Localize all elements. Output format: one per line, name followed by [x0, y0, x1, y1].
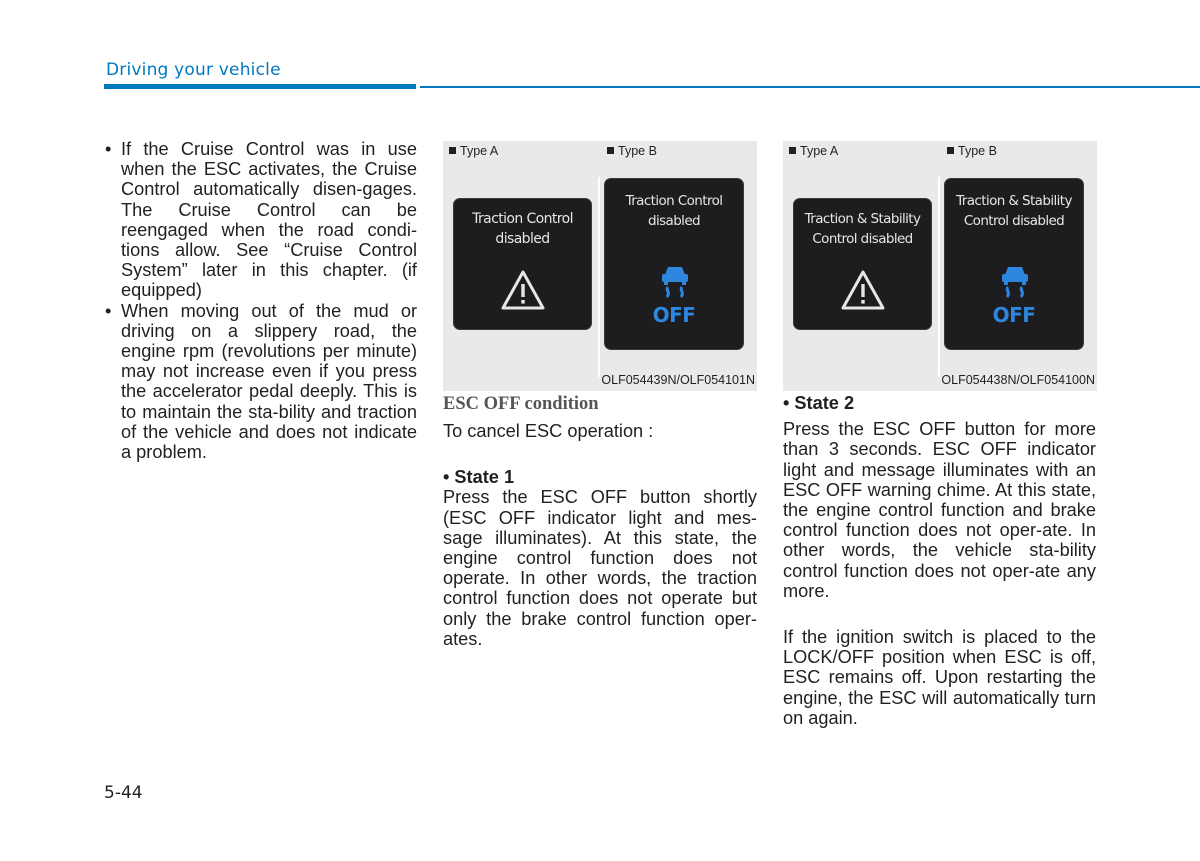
- esc-off-heading: ESC OFF condition: [443, 394, 599, 414]
- cluster-screen-type-a: [794, 199, 931, 329]
- off-indicator-label: OFF: [992, 303, 1036, 327]
- figure-traction-stability-control: [783, 141, 1097, 391]
- square-bullet-icon: [789, 147, 796, 154]
- header-rule-thick: [104, 84, 416, 89]
- ignition-note: If the ignition switch is placed to the LOCK/OFF position when ESC is off, ESC remains off. Upon restarting the engine, the ESC will automatically turn on again.: [783, 627, 1096, 728]
- spacer: [443, 441, 757, 461]
- esc-skid-car-icon: [995, 261, 1035, 301]
- state-1-text: Press the ESC OFF button shortly (ESC OFF indicator light and mes-sage illuminates). At this state, the engine control function does not operate. In other words, the traction control function does not operate but only the brake control function oper-ates.: [443, 487, 757, 649]
- esc-skid-car-icon: [655, 261, 695, 301]
- left-column: [104, 139, 417, 462]
- page-number: 5-44: [104, 783, 143, 803]
- figure-code: OLF054439N/OLF054101N: [601, 373, 755, 387]
- intro-text: To cancel ESC operation :: [443, 421, 654, 441]
- figure-traction-control: [443, 141, 757, 391]
- square-bullet-icon: [947, 147, 954, 154]
- header-rule-thin: [420, 86, 1200, 88]
- section-title: Driving your vehicle: [106, 60, 281, 80]
- warning-triangle-icon: [500, 269, 546, 311]
- figure-divider: [938, 177, 940, 377]
- cluster-screen-type-a: [454, 199, 591, 329]
- cluster-screen-type-b: [605, 179, 743, 349]
- square-bullet-icon: [449, 147, 456, 154]
- figure-divider: [598, 177, 600, 377]
- off-indicator-label: OFF: [652, 303, 696, 327]
- state-2-heading: • State 2: [783, 393, 855, 413]
- type-b-label: Type B: [607, 144, 657, 158]
- screen-message: Traction & Stability Control disabled: [956, 193, 1072, 229]
- bullet-list: [104, 139, 417, 462]
- bullet-slippery-road: • When moving out of the mud or driving on a slippery road, the engine rpm (revolutions per minute) may not increase even if you press the accelerator pedal deeply. This is to maintain the sta-bility and traction of the vehicle and does not indicate a problem.: [104, 301, 417, 463]
- figure-code: OLF054438N/OLF054100N: [941, 373, 1095, 387]
- type-a-label: Type A: [789, 144, 838, 158]
- screen-message: Traction & Stability Control disabled: [804, 211, 921, 247]
- state-1-heading: • State 1: [443, 467, 515, 488]
- right-column: [783, 393, 1096, 728]
- screen-message: Traction Control disabled: [472, 211, 573, 247]
- middle-column: [443, 393, 757, 649]
- state-2-text: Press the ESC OFF button for more than 3 seconds. ESC OFF indicator light and message illuminates with an ESC OFF warning chime. At this state, the engine control function and brake control function does not oper-ate. In other words, the vehicle sta-bility control function does not oper-ate any more.: [783, 419, 1096, 601]
- type-b-label: Type B: [947, 144, 997, 158]
- spacer: [783, 601, 1096, 621]
- screen-message: Traction Control disabled: [625, 193, 723, 229]
- warning-triangle-icon: [840, 269, 886, 311]
- bullet-cruise-control: • If the Cruise Control was in use when the ESC activates, the Cruise Control automatically disen-gages. The Cruise Control can be reengaged when the road condi-tions allow. See “Cruise Control System” later in this chapter. (if equipped): [104, 139, 417, 301]
- cluster-screen-type-b: [945, 179, 1083, 349]
- square-bullet-icon: [607, 147, 614, 154]
- type-a-label: Type A: [449, 144, 498, 158]
